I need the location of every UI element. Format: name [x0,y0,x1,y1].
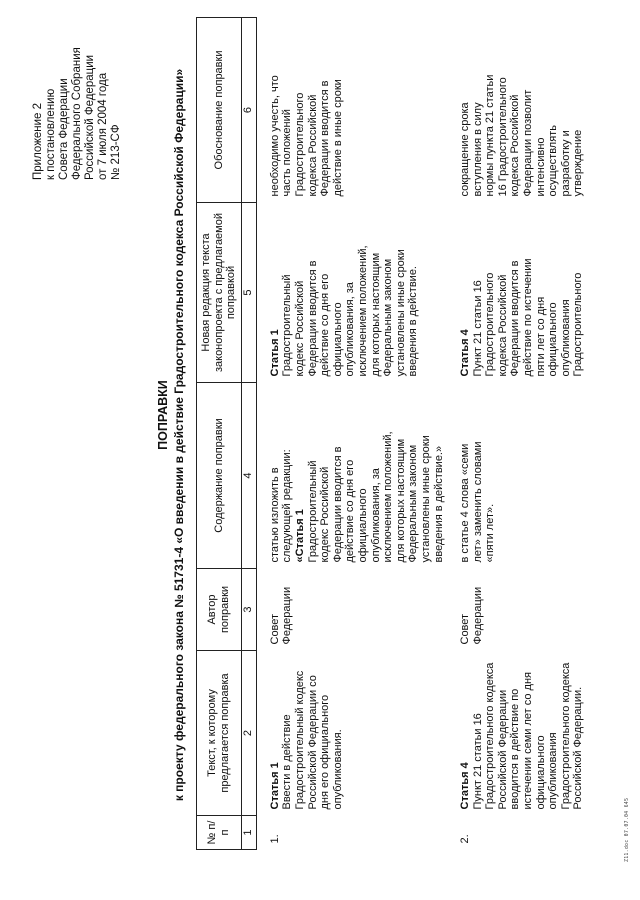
author-line: Федерации [281,586,294,645]
title-subtitle: к проекту федерального закона № 51731-4 «О введении в действие Градостроительного кодекса Российской Федерации» [172,68,186,802]
appendix-line: Совета Федерации [58,78,70,180]
column-number-row [241,18,256,850]
author-line: Федерации [471,586,484,645]
author-line: Совет [268,613,281,645]
article-heading: Статья 4 [459,762,472,810]
header-new-text: Новая редакция текста законопроекта с предлагаемой поправкой [197,203,242,383]
author-cell [449,569,589,651]
newtext-line: Градостроительный [281,274,294,377]
newtext-line: действие по истечении [522,258,535,377]
newtext-line: официального [331,302,344,377]
table-row [449,18,589,850]
author-line: Совет [459,613,472,645]
column-number: 4 [241,383,256,569]
newtext-line: действие со дня его [319,273,332,377]
content-line: действие со дня его [344,459,357,563]
text-line: Ввести в действие [281,714,294,810]
header-number: № п/п [197,816,242,850]
reason-line: Федерации вводится в [319,80,332,197]
content-line: статью изложить в [268,467,281,563]
amendment-content-cell [449,383,589,569]
appendix-line: Федерального Собрания [71,47,83,180]
text-line: опубликования. [331,729,344,810]
justification-cell [256,18,449,203]
content-line: Федеральным законом [407,444,420,563]
content-line: кодекс Российской [319,466,332,563]
appendix-block [32,47,123,180]
content-line: в статье 4 слова «семи [459,443,472,563]
new-text-cell [449,203,589,383]
newtext-line: введения в действие. [407,266,420,377]
content-line: введения в действие.» [432,445,445,563]
article-heading: Статья 1 [268,762,281,810]
reason-line: разработку и [559,130,572,197]
newtext-line: опубликования, за [344,282,357,377]
amendment-content-cell [256,383,449,569]
newtext-line: Градостроительного [572,272,585,377]
text-line: дня его официального [319,694,332,810]
appendix-line: Приложение 2 [32,102,44,180]
document-footer-code: Z11.doc 07.07.04 645 [624,797,630,862]
newtext-line: исключением положений, [356,245,369,377]
content-line: исключением положений, [382,431,395,563]
title-main: ПОПРАВКИ [156,380,170,450]
row-number: 2. [459,834,472,844]
newtext-line: официального [547,302,560,377]
content-line: Градостроительный [306,460,319,563]
header-author: Автор поправки [197,569,242,651]
content-line: Федерации вводится в [331,446,344,563]
original-text-cell [449,651,589,816]
reason-line: Федерации позволит [522,89,535,197]
appendix-line: Российской Федерации [84,54,96,180]
justification-cell [449,18,589,203]
text-line: Российской Федерации [496,689,509,810]
newtext-line: Федерации вводится в [306,260,319,377]
content-line: лет» заменить словами [471,441,484,563]
author-cell [256,569,449,651]
newtext-line: Пункт 21 статьи 16 [471,280,484,377]
reason-line: Градостроительного [293,92,306,197]
appendix-line: от 7 июля 2004 года [97,72,109,180]
original-text-cell [256,651,449,816]
new-text-cell [256,203,449,383]
newtext-line: пяти лет со дня [534,296,547,377]
amendments-table-wrapper [196,18,589,850]
header-original-text: Текст, к которому предлагается поправка [197,651,242,816]
content-line: опубликования, за [369,468,382,563]
amendments-table [196,17,589,850]
reason-line: часть положений [281,109,294,197]
text-line: официального опубликования [534,732,560,810]
reason-line: кодекса Российской [509,94,522,197]
content-line: официального [356,488,369,563]
text-line: вводится в действие по [509,688,522,810]
reason-line: необходимо учесть, что [268,75,281,197]
newtext-line: для которых настоящим [369,252,382,377]
column-number: 1 [241,816,256,850]
reason-line: действие в иные сроки [331,79,344,197]
reason-line: нормы пункта 21 статьи [484,74,497,197]
row-number: 1. [268,834,281,844]
text-line: Градостроительного кодекса [559,662,572,810]
content-line: для которых настоящим [394,438,407,563]
newtext-line: установлены иные сроки [394,249,407,377]
appendix-line: № 213-СФ [110,124,122,180]
content-line: установлены иные сроки [419,435,432,563]
content-line: «Статья 1 [293,509,306,563]
newtext-line: опубликования [559,299,572,377]
newtext-line: кодекса Российской [496,274,509,377]
content-line: «пяти лет». [484,503,497,563]
reason-line: вступления в силу [471,102,484,197]
newtext-line: Федерации вводится в [509,260,522,377]
newtext-line: кодекс Российской [293,280,306,377]
text-line: Пункт 21 статьи 16 [471,713,484,810]
header-amendment-content: Содержание поправки [197,383,242,569]
appendix-line: к постановлению [45,88,57,180]
text-line: Градостроительный кодекс [293,670,306,810]
column-number: 3 [241,569,256,651]
reason-line: сокращение срока [459,102,472,197]
text-line: Российской Федерации. [572,686,585,810]
reason-line: 16 Градостроительного [496,77,509,197]
column-number: 5 [241,203,256,383]
table-header-row [197,18,242,850]
header-justification: Обоснование поправки [197,18,242,203]
reason-line: утверждение [572,129,585,197]
text-line: истечении семи лет со дня [522,672,535,810]
column-number: 2 [241,651,256,816]
article-heading: Статья 1 [268,329,281,377]
newtext-line: Федеральным законом [382,258,395,377]
table-row [256,18,449,850]
document-title [156,0,186,870]
text-line: Российской Федерации со [306,675,319,810]
reason-line: осуществлять [547,125,560,197]
newtext-line: Градостроительного [484,272,497,377]
column-number: 6 [241,18,256,203]
reason-line: кодекса Российской [306,94,319,197]
article-heading: Статья 4 [459,329,472,377]
text-line: Градостроительного кодекса [484,662,497,810]
reason-line: интенсивно [534,137,547,197]
content-line: следующей редакции: [281,449,294,563]
